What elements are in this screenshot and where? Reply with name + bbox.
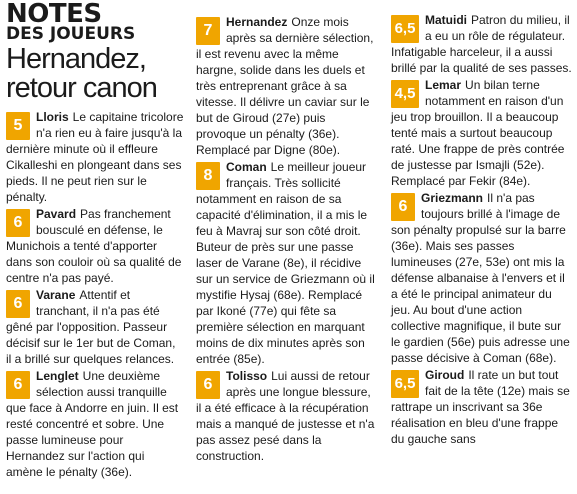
player-lloris [6,109,184,205]
player-text: Il n'a pas toujours brillé à l'image de son pénalty propulsé sur la barre (36e). Mais ses passes lumineuses (27e, 53e) ont mis la défense albanaise à l'envers et il a été le principal animateur du jeu. Au bout d'une action collective magnifique, il bute sur le gardien (56e) puis adresse une passe décisive à Coman (68e). [391,191,570,365]
headline-line-2: retour canon [6,72,157,104]
player-coman [196,159,378,367]
player-text: Attentif et tranchant, il n'a pas été gêné par l'opposition. Passeur décisif sur le 1er but de Coman, il a brillé sur quelques relances. [6,288,176,366]
player-text: Pas franchement bousculé en défense, le Munichois a tenté d'apporter dans son couloir où sa qualité de centre n'a pas payé. [6,207,182,285]
player-name: Coman [226,160,267,174]
rating-badge: 8 [196,162,220,190]
player-text: Un bilan terne notamment en raison d'un jeu trop brouillon. Il a beaucoup tenté mais a surtout beaucoup raté. Une frappe de près contrée de justesse par Ismajli (52e). Remplacé par Fekir (84e). [391,78,565,188]
player-text: Onze mois après sa dernière sélection, il est revenu avec la même hargne, solide dans les duels et très entreprenant grâce à sa vitesse. Il délivre un caviar sur le but de Giroud (27e) puis provoque un pénalty (36e). Remplacé par Digne (80e). [196,15,374,157]
rating-badge: 6 [6,371,30,399]
kicker-notes: NOTES [6,0,102,29]
player-lemar [391,77,572,189]
player-name: Lemar [425,78,462,92]
column-1 [6,0,184,481]
player-name: Lloris [36,110,69,124]
rating-badge: 6 [196,371,220,399]
rating-badge: 6 [6,290,30,318]
player-hernandez [196,14,378,158]
headline-line-1: Hernandez, [6,43,146,75]
player-varane [6,287,184,367]
rating-badge: 6,5 [391,15,419,43]
player-name: Tolisso [226,369,268,383]
player-name: Varane [36,288,76,302]
player-lenglet [6,368,184,480]
player-name: Pavard [36,207,77,221]
player-name: Griezmann [421,191,484,205]
player-matuidi [391,12,572,76]
player-text: Lui aussi de retour après une longue blessure, il a été efficace à la récupération mais a manqué de justesse et n'a pas assez pesé dans la construction. [196,369,375,463]
player-text: Il rate un but tout fait de la tête (12e) mais se rattrape un inscrivant sa 36e réalisation en bleu d'une frappe du gauche sans [391,368,570,446]
player-tolisso [196,368,378,464]
rating-badge: 7 [196,17,220,45]
rating-badge: 5 [6,112,30,140]
player-text: Une deuxième sélection aussi tranquille que face à Andorre en juin. Il est resté concentré et sobre. Une passe lumineuse pour Hernandez sur l'action qui amène le pénalty (36e). [6,369,179,479]
rating-badge: 4,5 [391,80,419,108]
player-griezmann [391,190,572,366]
player-text: Patron du milieu, il a eu un rôle de régulateur. Infatigable harceleur, il a aussi brillé par la qualité de ses passes. [391,13,572,75]
player-pavard [6,206,184,286]
player-text: Le capitaine tricolore n'a rien eu à faire jusqu'à la dernière minute où il effleure Cikalleshi en plongeant dans ses pieds. Il ne peut rien sur le pénalty. [6,110,184,204]
rating-badge: 6,5 [391,370,419,398]
player-name: Giroud [425,368,465,382]
player-text: Le meilleur joueur français. Très sollicité notamment en raison de sa capacité d'élimination, il a mis le feu à Mavraj sur son côté droit. Buteur de près sur une passe laser de Varane (8e), il récidive sur un service de Griezmann où il mystifie Hysaj (68e). Remplacé par Ikoné (77e) qui fête sa première sélection en marquant moins de dix minutes après son entrée (85e). [196,160,375,366]
kicker-des-joueurs: DES JOUEURS [6,24,136,44]
rating-badge: 6 [6,209,30,237]
player-name: Hernandez [226,15,288,29]
headline [6,45,184,103]
column-2 [196,0,378,465]
player-name: Matuidi [425,13,467,27]
player-name: Lenglet [36,369,79,383]
rating-badge: 6 [391,193,415,221]
column-3 [391,0,572,448]
player-giroud [391,367,572,447]
